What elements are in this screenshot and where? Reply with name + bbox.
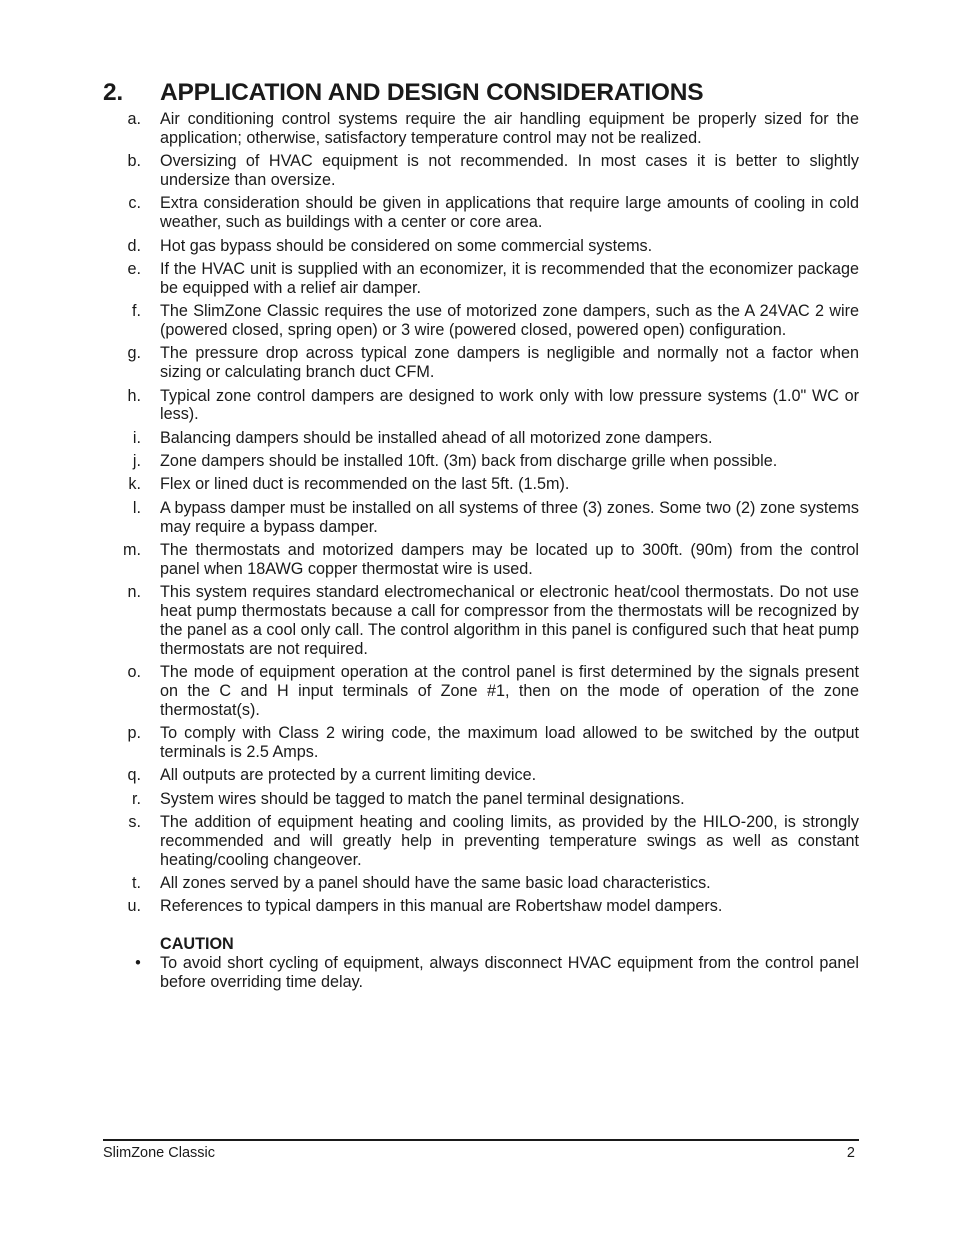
list-item-letter: q. bbox=[127, 766, 141, 785]
bullet-icon: • bbox=[135, 953, 141, 972]
list-item-letter: g. bbox=[127, 344, 141, 363]
caution-title: CAUTION bbox=[160, 935, 234, 954]
list-item-text: The mode of equipment operation at the control panel is first determined by the signals present on the C and H input terminals of Zone #1, then on the mode of operation of the zone thermostat(s). bbox=[160, 663, 859, 719]
list-item-text: The SlimZone Classic requires the use of motorized zone dampers, such as the A 24VAC 2 wire (powered closed, spring open) or 3 wire (powered closed, powered open) configuration. bbox=[160, 302, 859, 339]
list-item-letter: j. bbox=[132, 452, 141, 471]
list-item-letter: o. bbox=[127, 663, 141, 682]
list-item-text: Air conditioning control systems require the air handling equipment be properly sized for the application; otherwise, satisfactory temperature control may not be realized. bbox=[160, 110, 859, 147]
list-item-letter: u. bbox=[127, 897, 141, 916]
list-item-letter: n. bbox=[127, 583, 141, 602]
list-item-letter: e. bbox=[127, 259, 141, 278]
list-item bbox=[103, 344, 859, 382]
caution-bullet-item bbox=[103, 954, 859, 992]
list-item-letter: a. bbox=[127, 110, 141, 128]
list-item-letter: b. bbox=[127, 152, 141, 171]
caution-text: To avoid short cycling of equipment, always disconnect HVAC equipment from the control panel before overriding time delay. bbox=[160, 953, 859, 991]
list-item-text: Balancing dampers should be installed ahead of all motorized zone dampers. bbox=[160, 428, 713, 447]
list-item-text: Typical zone control dampers are designed to work only with low pressure systems (1.0" WC or less). bbox=[160, 386, 859, 424]
list-item-text: References to typical dampers in this manual are Robertshaw model dampers. bbox=[160, 897, 723, 916]
list-item-text: All outputs are protected by a current limiting device. bbox=[160, 766, 537, 785]
list-item-letter: d. bbox=[127, 236, 141, 255]
list-item bbox=[103, 387, 859, 425]
list-item bbox=[103, 475, 859, 494]
list-item-text: Zone dampers should be installed 10ft. (3m) back from discharge grille when possible. bbox=[160, 452, 778, 471]
list-item-text: The addition of equipment heating and cooling limits, as provided by the HILO-200, is strongly recommended and will greatly help in preventing temperature swings as well as constant heating/cooling changeover. bbox=[160, 812, 859, 869]
considerations-list bbox=[103, 110, 859, 992]
items-container bbox=[103, 110, 859, 916]
list-item-letter: m. bbox=[123, 541, 141, 560]
list-item bbox=[103, 302, 859, 340]
list-item-letter: f. bbox=[132, 302, 141, 321]
list-item-letter: c. bbox=[128, 194, 141, 213]
list-item-text: The thermostats and motorized dampers may be located up to 300ft. (90m) from the control panel when 18AWG copper thermostat wire is used. bbox=[160, 541, 859, 578]
list-item-letter: h. bbox=[127, 386, 141, 405]
footer-document-title: SlimZone Classic bbox=[103, 1145, 215, 1161]
list-item bbox=[103, 499, 859, 537]
list-item bbox=[103, 541, 859, 579]
footer-divider bbox=[103, 1139, 859, 1141]
section-heading bbox=[103, 79, 703, 107]
list-item bbox=[103, 237, 859, 256]
list-item-text: The pressure drop across typical zone dampers is negligible and normally not a factor when sizing or calculating branch duct CFM. bbox=[160, 344, 859, 382]
list-item-letter: s. bbox=[128, 812, 141, 831]
list-item-letter: i. bbox=[132, 428, 141, 447]
list-item-text: Oversizing of HVAC equipment is not recommended. In most cases it is better to slightly undersize than oversize. bbox=[160, 152, 859, 189]
list-item-letter: t. bbox=[132, 873, 141, 892]
list-item bbox=[103, 452, 859, 471]
list-item bbox=[103, 583, 859, 658]
list-item bbox=[103, 874, 859, 893]
list-item-text: To comply with Class 2 wiring code, the maximum load allowed to be switched by the output terminals is 2.5 Amps. bbox=[160, 724, 859, 761]
list-item-text: If the HVAC unit is supplied with an economizer, it is recommended that the economizer package be equipped with a relief air damper. bbox=[160, 259, 859, 297]
list-item-letter: p. bbox=[127, 724, 141, 743]
list-item-text: Hot gas bypass should be considered on some commercial systems. bbox=[160, 236, 653, 255]
list-item bbox=[103, 260, 859, 298]
section-title: APPLICATION AND DESIGN CONSIDERATIONS bbox=[160, 79, 704, 106]
list-item bbox=[103, 724, 859, 762]
list-item-text: Extra consideration should be given in applications that require large amounts of cooling in cold weather, such as buildings with a center or core area. bbox=[160, 194, 859, 232]
list-item-text: A bypass damper must be installed on all systems of three (3) zones. Some two (2) zone systems may require a bypass damper. bbox=[160, 498, 859, 536]
list-item-letter: l. bbox=[132, 498, 141, 517]
list-item-text: System wires should be tagged to match the panel terminal designations. bbox=[160, 789, 685, 808]
list-item-text: All zones served by a panel should have the same basic load characteristics. bbox=[160, 873, 711, 892]
list-item bbox=[103, 790, 859, 809]
footer-page-number: 2 bbox=[846, 1145, 855, 1161]
list-item-letter: r. bbox=[132, 789, 141, 808]
list-item-text: Flex or lined duct is recommended on the last 5ft. (1.5m). bbox=[160, 475, 570, 494]
list-item bbox=[103, 110, 859, 148]
list-item-letter: k. bbox=[128, 475, 141, 494]
list-item-text: This system requires standard electromechanical or electronic heat/cool thermostats. Do not use heat pump thermostats because a call for compressor from the thermostats will be recognized by the panel as a cool only call. The control algorithm in this panel is configured such that heat pump thermostats are not required. bbox=[160, 583, 859, 658]
list-item bbox=[103, 897, 859, 916]
list-item bbox=[103, 429, 859, 448]
list-item bbox=[103, 152, 859, 190]
section-number: 2. bbox=[103, 79, 124, 106]
list-item bbox=[103, 194, 859, 232]
list-item bbox=[103, 663, 859, 719]
list-item bbox=[103, 813, 859, 869]
list-item bbox=[103, 766, 859, 785]
